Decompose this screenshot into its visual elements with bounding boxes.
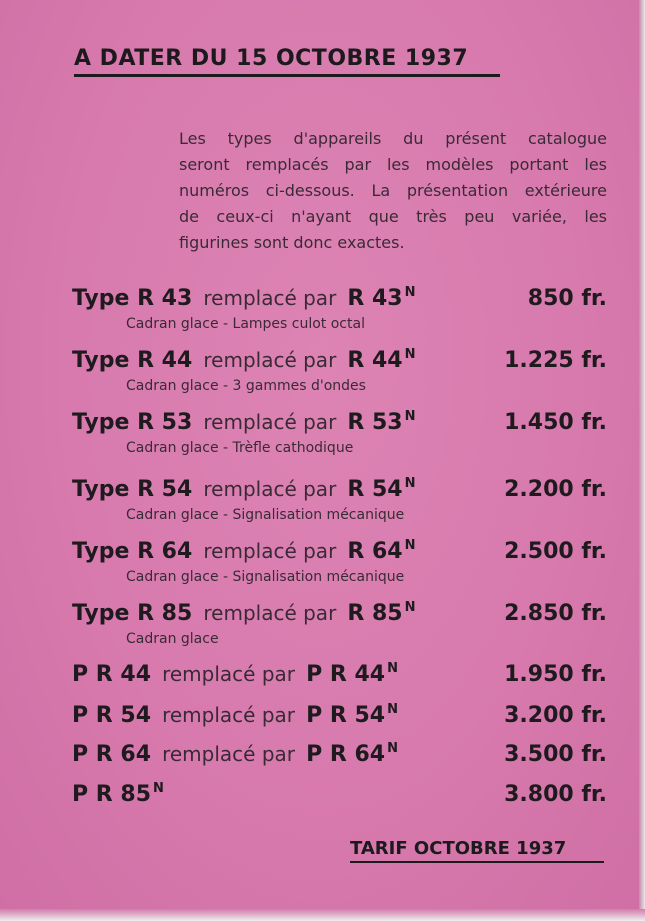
model-superscript: N [387, 741, 398, 756]
price: 1.450 fr. [504, 410, 607, 435]
model-description: Cadran glace - Signalisation mécanique [126, 569, 405, 585]
price: 850 fr. [527, 286, 607, 311]
price-row [72, 286, 607, 334]
model-name: P R 64 [72, 742, 151, 767]
model-description: Cadran glace [126, 631, 219, 647]
price: 1.225 fr. [504, 348, 607, 373]
model-superscript: N [404, 600, 416, 615]
model-superscript: N [404, 538, 416, 553]
page-title: A DATER DU 15 OCTOBRE 1937 [74, 46, 500, 77]
model-description: Cadran glace - Trèfle cathodique [126, 440, 354, 456]
replaced-label: remplacé par [203, 410, 337, 434]
paper-edge-bottom [0, 909, 645, 921]
price: 1.950 fr. [504, 662, 607, 687]
paper-edge-right [639, 0, 645, 921]
intro-line: seront remplacés par les modèles portant les [179, 155, 607, 174]
replaced-label: remplacé par [162, 742, 296, 766]
model-description: Cadran glace - 3 gammes d'ondes [126, 378, 366, 394]
model-superscript: N [387, 702, 398, 717]
replacement-model: R 53 [347, 410, 403, 435]
replacement-model: R 85 [347, 601, 403, 626]
model-superscript: N [387, 661, 398, 676]
intro-line: de ceux-ci n'ayant que très peu variée, les [179, 207, 607, 226]
model-name: P R 85 [72, 782, 151, 807]
price: 3.800 fr. [504, 782, 607, 807]
replaced-label: remplacé par [203, 539, 337, 563]
price: 2.850 fr. [504, 601, 607, 626]
price-row [72, 410, 607, 458]
intro-line: Les types d'appareils du présent catalogue [179, 129, 607, 148]
price-row [72, 601, 607, 649]
model-superscript: N [404, 347, 416, 362]
tariff-footer: TARIF OCTOBRE 1937 [350, 838, 604, 863]
replacement-model: R 43 [347, 286, 403, 311]
price-row [72, 782, 607, 812]
replaced-label: remplacé par [203, 348, 337, 372]
intro-paragraph [179, 126, 607, 256]
model-name: Type R 85 [72, 601, 193, 626]
price-row [72, 539, 607, 587]
replaced-label: remplacé par [203, 286, 337, 310]
price: 3.500 fr. [504, 742, 607, 767]
replaced-label: remplacé par [162, 703, 296, 727]
price-row [72, 477, 607, 525]
price-row [72, 662, 607, 692]
model-name: Type R 53 [72, 410, 193, 435]
model-superscript: N [404, 285, 416, 300]
model-description: Cadran glace - Signalisation mécanique [126, 507, 405, 523]
model-name: Type R 64 [72, 539, 193, 564]
replacement-model: P R 64 [306, 742, 386, 767]
model-description: Cadran glace - Lampes culot octal [126, 316, 365, 332]
price: 2.500 fr. [504, 539, 607, 564]
price-row [72, 703, 607, 733]
price: 3.200 fr. [504, 703, 607, 728]
replaced-label: remplacé par [203, 477, 337, 501]
replacement-model: R 64 [347, 539, 403, 564]
intro-line: figurines sont donc exactes. [179, 233, 405, 252]
price-row [72, 742, 607, 772]
model-name: Type R 43 [72, 286, 193, 311]
replacement-model: R 44 [347, 348, 403, 373]
replacement-model: P R 44 [306, 662, 386, 687]
replaced-label: remplacé par [203, 601, 337, 625]
replacement-model: P R 54 [306, 703, 386, 728]
price: 2.200 fr. [504, 477, 607, 502]
replacement-model: R 54 [347, 477, 403, 502]
model-name: P R 54 [72, 703, 151, 728]
intro-line: numéros ci-dessous. La présentation extérieure [179, 181, 607, 200]
model-superscript: N [404, 409, 416, 424]
replaced-label: remplacé par [162, 662, 296, 686]
model-name: Type R 54 [72, 477, 193, 502]
model-name: Type R 44 [72, 348, 193, 373]
model-superscript: N [153, 781, 164, 796]
model-superscript: N [404, 476, 416, 491]
model-name: P R 44 [72, 662, 151, 687]
price-row [72, 348, 607, 396]
